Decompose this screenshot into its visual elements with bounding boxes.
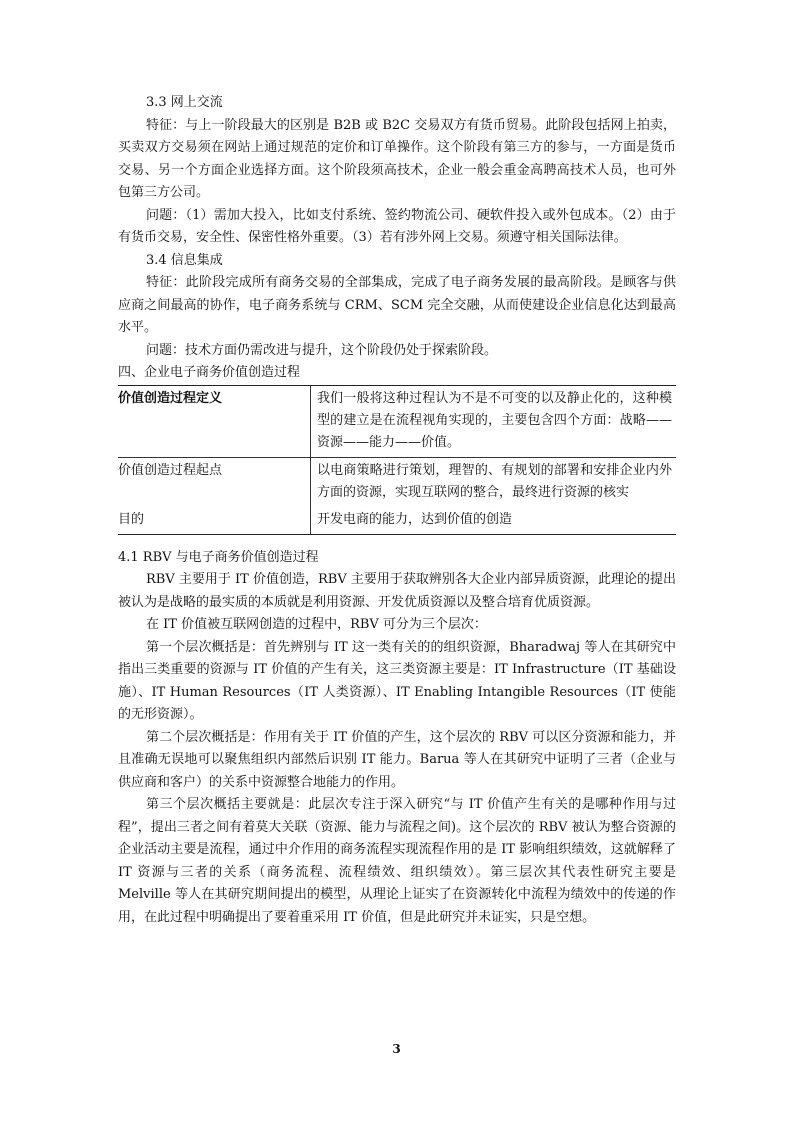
section-4-1-paragraph-2: 在 IT 价值被互联网创造的过程中，RBV 可分为三个层次： xyxy=(146,617,487,632)
section-3-3-issues-paragraph: 问题：（1）需加大投入，比如支付系统、签约物流公司、硬软件投入或外包成本。（2）由于有货币交易，安全性、保密性格外重要。（3）若有涉外网上交易。须遵守相关国际法律。 xyxy=(118,207,676,245)
table-key-cell: 目的 xyxy=(118,507,311,535)
section-heading-4: 四、企业电子商务价值创造过程 xyxy=(118,365,301,380)
section-4-1-paragraph-3: 第一个层次概括是：首先辨别与 IT 这一类有关的的组织资源，Bharadwaj 等人在其研究中指出三类重要的资源与 IT 价值的产生有关，这三类资源主要是：IT Infrastructure（IT 基础设施）、IT Human Resources（IT 人类资源）、IT Enabling Intangible Resources（IT 使能的无形资源）。 xyxy=(118,639,676,722)
section-heading-3-3: 3.3 网上交流 xyxy=(146,95,223,110)
document-page xyxy=(118,92,676,929)
table-key-cell: 价值创造过程定义 xyxy=(118,385,311,457)
page-number: 3 xyxy=(392,1042,401,1056)
section-heading-4-1: 4.1 RBV 与电子商务价值创造过程 xyxy=(118,549,319,565)
table-value-cell: 我们一般将这种过程认为不是不可变的以及静止化的，这种模型的建立是在流程视角实现的，主要包含四个方面：战略——资源——能力——价值。 xyxy=(311,385,677,457)
section-4-1-paragraph-5: 第三个层次概括主要就是：此层次专注于深入研究“与 IT 价值产生有关的是哪种作用与过程”，提出三者之间有着莫大关联（资源、能力与流程之间)。这个层次的 RBV 被认为整合资源的企业活动主要是流程，通过中介作用的商务流程实现流程作用的是 IT 影响组织绩效，这就解释了 IT 资源与三者的关系（商务流程、流程绩效、组织绩效）。第三层次其代表性研究主要是 Melville 等人在其研究期间提出的模型，从理论上证实了在资源转化中流程为绩效中的传递的作用，在此过程中明确提出了要着重采用 IT 价值，但是此研究并未证实，只是空想。 xyxy=(118,797,676,925)
table-row xyxy=(118,385,676,457)
value-creation-table xyxy=(118,385,676,535)
section-heading-3-4: 3.4 信息集成 xyxy=(146,252,223,268)
table-value-cell: 开发电商的能力，达到价值的创造 xyxy=(311,507,677,535)
table-value-cell: 以电商策略进行策划，理智的、有规划的部署和安排企业内外方面的资源，实现互联网的整合，最终进行资源的核实 xyxy=(311,457,677,507)
table-key-cell: 价值创造过程起点 xyxy=(118,457,311,507)
table-row xyxy=(118,457,676,507)
table-row xyxy=(118,507,676,535)
section-3-4-issues-paragraph: 问题：技术方面仍需改进与提升，这个阶段仍处于探索阶段。 xyxy=(146,342,498,358)
section-3-3-features-paragraph: 特征：与上一阶段最大的区别是 B2B 或 B2C 交易双方有货币贸易。此阶段包括网上拍卖，买卖双方交易须在网站上通过规范的定价和订单操作。这个阶段有第三方的参与，一方面是货币交易、另一个方面企业选择方面。这个阶段须高技术，企业一般会重金高聘高技术人员，也可外包第三方公司。 xyxy=(118,117,676,200)
section-3-4-features-paragraph: 特征：此阶段完成所有商务交易的全部集成，完成了电子商务发展的最高阶段。是顾客与供应商之间最高的协作，电子商务系统与 CRM、SCM 完全交融，从而使建设企业信息化达到最高水平。 xyxy=(118,275,676,335)
section-4-1-paragraph-1: RBV 主要用于 IT 价值创造，RBV 主要用于获取辨别各大企业内部异质资源，此理论的提出被认为是战略的最实质的本质就是利用资源、开发优质资源以及整合培育优质资源。 xyxy=(118,572,676,610)
section-4-1-paragraph-4: 第二个层次概括是：作用有关于 IT 价值的产生，这个层次的 RBV 可以区分资源和能力，并且准确无误地可以聚焦组织内部然后识别 IT 能力。Barua 等人在其研究中证明了三者（企业与供应商和客户）的关系中资源整合地能力的作用。 xyxy=(118,729,676,790)
